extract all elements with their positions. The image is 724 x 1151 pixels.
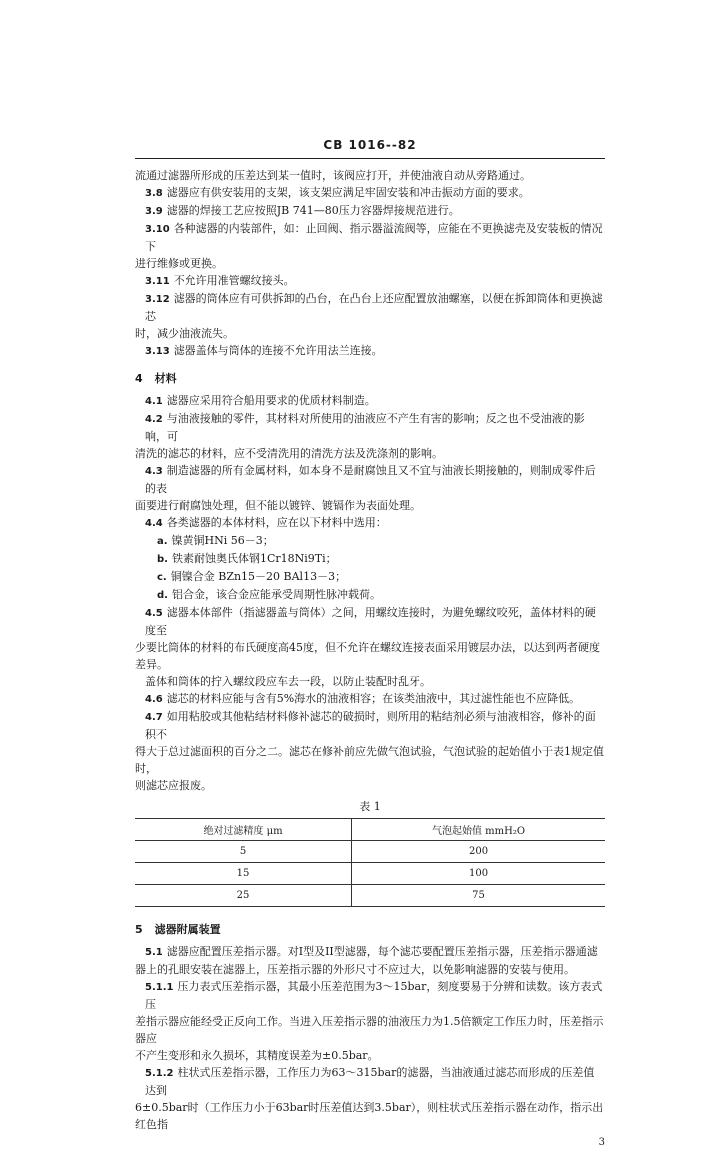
section-title: 滤器附属装置	[154, 923, 221, 936]
text-line	[135, 604, 605, 639]
clause-text: 流通过滤器所形成的压差达到某一值时，该阀应打开，并使油液自动从旁路通过。	[135, 169, 531, 182]
table-row	[135, 885, 605, 907]
clause-text: 滤器的焊接工艺应按照JB 741—80压力容器焊接规范进行。	[166, 204, 460, 217]
text-line	[135, 202, 605, 220]
text-line	[135, 673, 605, 690]
text-line	[135, 586, 605, 604]
section-number: 4	[135, 372, 143, 385]
section-5-heading	[135, 921, 605, 937]
text-line	[135, 220, 605, 255]
text-line	[135, 514, 605, 532]
clause-text: 铜镍合金 BZn15－20 BAl13－3；	[170, 570, 347, 583]
text-line	[135, 1099, 605, 1133]
table-header-cell: 绝对过滤精度 μm	[135, 819, 352, 841]
page-header: CB 1016--82	[323, 138, 417, 152]
table-caption: 表 1	[359, 800, 381, 813]
header-rule	[135, 158, 605, 159]
clause-text: 滤器本体部件（指滤器盖与筒体）之间，用螺纹连接时，为避免螺纹咬死，盖体材料的硬度至	[145, 606, 596, 637]
text-line	[135, 497, 605, 514]
clause-number: c.	[157, 572, 167, 583]
clause-number: 4.2	[145, 414, 163, 425]
text-line	[135, 325, 605, 342]
clause-text: 差指示器应能经受正反向工作。当进入压差指示器的油液压力为1.5倍额定工作压力时，压差指示器应	[135, 1015, 604, 1045]
clause-number: 3.9	[145, 206, 163, 217]
table-header-row	[135, 819, 605, 841]
text-line	[135, 978, 605, 1013]
table-cell: 5	[135, 841, 352, 863]
section-4-heading	[135, 370, 605, 386]
clause-text: 如用粘胶或其他粘结材料修补滤芯的破损时，则所用的粘结剂必须与油液相容，修补的面积不	[145, 710, 596, 741]
clause-number: 3.10	[145, 224, 170, 235]
clause-text: 与油液接触的零件，其材料对所使用的油液应不产生有害的影响；反之也不受油液的影响，可	[145, 412, 585, 443]
clause-text: 面要进行耐腐蚀处理，但不能以镀锌、镀镉作为表面处理。	[135, 499, 421, 512]
clause-text: 不允许用准管螺纹接头。	[173, 274, 295, 287]
clause-text: 压力表式压差指示器，其最小压差范围为3～15bar，刻度要易于分辨和读数。该方表式压	[145, 980, 603, 1011]
text-line	[135, 255, 605, 272]
clause-text: 滤器应配置压差指示器。对I型及II型滤器，每个滤芯要配置压差指示器，压差指示器通滤	[166, 945, 598, 958]
text-line	[135, 445, 605, 462]
text-line	[135, 392, 605, 410]
text-line	[135, 462, 605, 497]
clause-text: 器上的孔眼安装在滤器上，压差指示器的外形尺寸不应过大，以免影响滤器的安装与使用。	[135, 963, 575, 976]
clause-text: 滤器的筒体应有可供拆卸的凸台，在凸台上还应配置放油螺塞，以便在拆卸筒体和更换滤芯	[145, 292, 603, 323]
text-line	[135, 743, 605, 777]
clause-number: 3.11	[145, 276, 170, 287]
text-line	[135, 708, 605, 743]
table-cell: 100	[352, 863, 605, 885]
clause-text: 滤器盖体与筒体的连接不允许用法兰连接。	[173, 344, 383, 357]
clause-text: 滤器应有供安装用的支架，该支架应满足牢固安装和冲击振动方面的要求。	[166, 186, 530, 199]
text-line	[135, 943, 605, 961]
clause-text: 各种滤器的内装部件，如：止回阀、指示器溢流阀等，应能在不更换滤壳及安装板的情况下	[145, 222, 603, 253]
clause-text: 滤器应采用符合船用要求的优质材料制造。	[166, 394, 376, 407]
clause-number: 4.3	[145, 466, 163, 477]
text-line	[135, 1013, 605, 1047]
clause-text: 得大于总过滤面积的百分之二。滤芯在修补前应先做气泡试验，气泡试验的起始值小于表1规定值时，	[135, 745, 604, 775]
clause-number: b.	[157, 554, 168, 565]
page-footer	[135, 1137, 605, 1151]
clause-text: 不产生变形和永久损坏，其精度误差为±0.5bar。	[135, 1049, 379, 1062]
page-number: 3	[598, 1137, 605, 1148]
clause-number: 3.12	[145, 294, 170, 305]
text-line	[135, 290, 605, 325]
section-number: 5	[135, 923, 143, 936]
text-line	[135, 1064, 605, 1099]
table-1	[135, 818, 605, 907]
section-5-body	[135, 943, 605, 1133]
text-line	[135, 961, 605, 978]
clause-number: 4.5	[145, 608, 163, 619]
clause-text: 则滤芯应报废。	[135, 779, 212, 792]
table-cell: 200	[352, 841, 605, 863]
clause-text: 镍黄铜HNi 56－3；	[171, 534, 274, 547]
text-line	[135, 639, 605, 673]
clause-number: d.	[157, 590, 168, 601]
clause-number: 5.1.2	[145, 1068, 174, 1079]
clause-number: 5.1.1	[145, 982, 174, 993]
clause-text: 少要比筒体的材料的布氏硬度高45度，但不允许在螺纹连接表面采用镀层办法，以达到两者硬度差异。	[135, 641, 600, 671]
text-line	[135, 1047, 605, 1064]
table-header-cell: 气泡起始值 mmH₂O	[352, 819, 605, 841]
clause-number: 3.8	[145, 188, 163, 199]
table-row	[135, 863, 605, 885]
clause-number: 4.6	[145, 694, 163, 705]
clause-number: 5.1	[145, 947, 163, 958]
clause-number: 4.4	[145, 518, 163, 529]
clause-text: 铁素耐蚀奥氏体钢1Cr18Ni9Ti；	[171, 552, 337, 565]
clause-text: 6±0.5bar时（工作压力小于63bar时压差值达到3.5bar），则柱状式压差指示器在动作，指示出红色指	[135, 1101, 604, 1131]
clause-text: 柱状式压差指示器，工作压力为63～315bar的滤器，当油液通过滤芯而形成的压差值达到	[145, 1066, 595, 1097]
text-line	[135, 272, 605, 290]
clause-number: 4.1	[145, 396, 163, 407]
text-line	[135, 342, 605, 360]
clause-number: a.	[157, 536, 168, 547]
text-line	[135, 550, 605, 568]
clause-number: 4.7	[145, 712, 163, 723]
clause-text: 清洗的滤芯的材料，应不受清洗用的清洗方法及洗涤剂的影响。	[135, 447, 443, 460]
clause-number: 3.13	[145, 346, 170, 357]
section-title: 材料	[154, 372, 177, 385]
clause-text: 各类滤器的本体材料，应在以下材料中选用：	[166, 516, 387, 529]
text-line	[135, 777, 605, 794]
clause-text: 制造滤器的所有金属材料，如本身不是耐腐蚀且又不宜与油液长期接触的，则制成零件后的表	[145, 464, 596, 495]
table-cell: 25	[135, 885, 352, 907]
clause-text: 铝合金，该合金应能承受周期性脉冲载荷。	[171, 588, 381, 601]
text-line	[135, 167, 605, 184]
document-page	[135, 138, 605, 1151]
clause-text: 进行维修或更换。	[135, 257, 223, 270]
clause-text: 盖体和筒体的拧入螺纹段应车去一段，以防止装配时乱牙。	[145, 675, 431, 688]
section-4-body	[135, 392, 605, 794]
text-line	[135, 568, 605, 586]
clause-text: 滤芯的材料应能与含有5%海水的油液相容；在该类油液中，其过滤性能也不应降低。	[166, 692, 581, 705]
text-line	[135, 532, 605, 550]
text-line	[135, 690, 605, 708]
table-row	[135, 841, 605, 863]
table-cell: 75	[352, 885, 605, 907]
clause-3-continued	[135, 167, 605, 360]
text-line	[135, 410, 605, 445]
text-line	[135, 184, 605, 202]
table-cell: 15	[135, 863, 352, 885]
clause-text: 时，减少油液流失。	[135, 327, 234, 340]
